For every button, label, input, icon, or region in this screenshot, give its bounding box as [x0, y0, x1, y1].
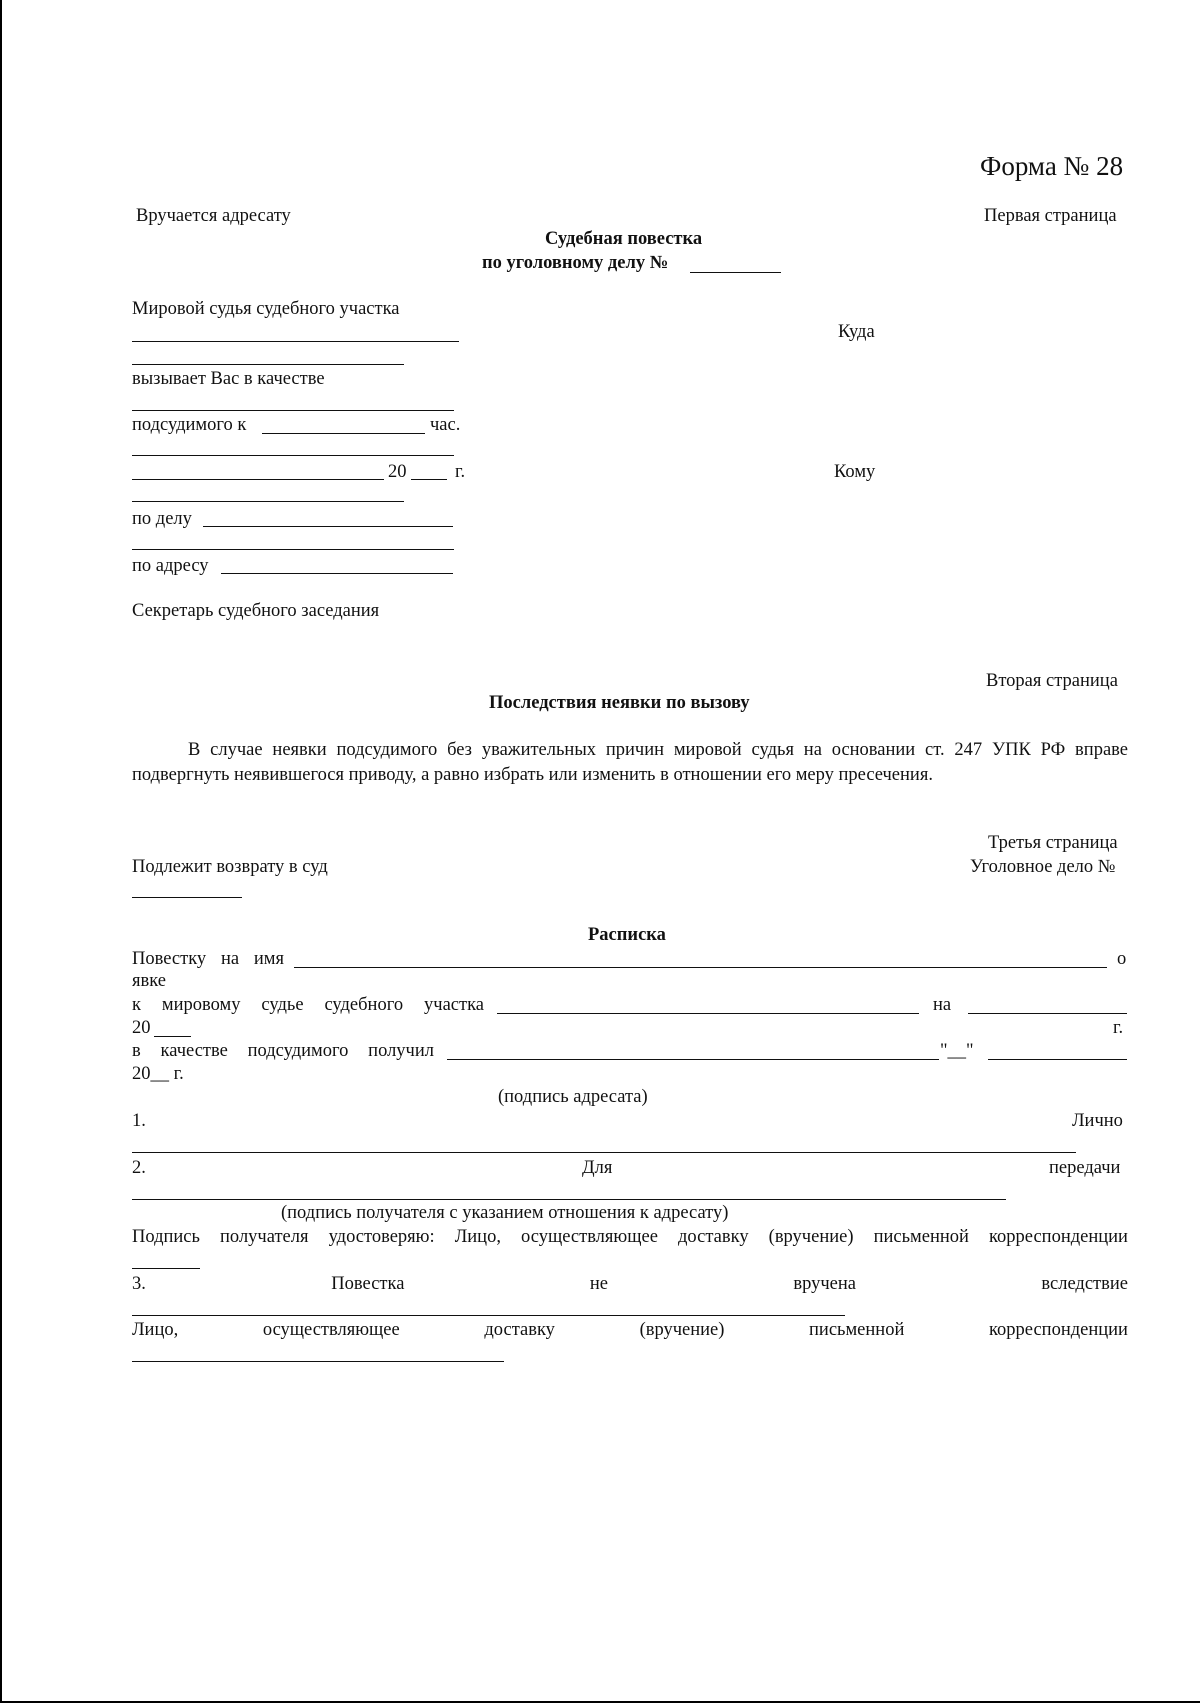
first-page-label: Первая страница	[984, 206, 1117, 226]
word: к	[132, 995, 141, 1015]
word: Лицо,	[454, 1227, 501, 1247]
receiver-signature-caption: (подпись получателя с указанием отношения к адресату)	[281, 1203, 729, 1223]
receipt-line2: явке	[132, 971, 166, 991]
not-delivered-reason-field[interactable]	[132, 1315, 845, 1316]
address-field[interactable]	[221, 573, 453, 574]
secretary-label: Секретарь судебного заседания	[132, 601, 380, 621]
word: не	[589, 1274, 608, 1294]
summons-subtitle: по уголовному делу №	[482, 253, 669, 273]
word: подсудимого	[247, 1041, 349, 1061]
word: судье	[261, 995, 304, 1015]
certify-line	[132, 1226, 1128, 1248]
received-signature-field[interactable]	[447, 1059, 939, 1060]
where-label: Куда	[838, 322, 875, 342]
form-number: Форма № 28	[980, 151, 1124, 181]
capacity-field[interactable]	[132, 410, 454, 411]
word: имя	[253, 949, 284, 969]
second-page-label: Вторая страница	[986, 671, 1118, 691]
person-line	[132, 1319, 1128, 1341]
receipt-line6: 20__ г.	[132, 1064, 184, 1084]
receipt-line3-na: на	[933, 995, 952, 1015]
word: осуществляющее	[521, 1227, 658, 1247]
word: Лицо,	[132, 1320, 179, 1340]
defendant-prefix: подсудимого к	[132, 415, 247, 435]
word: корреспонденции	[988, 1320, 1128, 1340]
item1-personally: Лично	[1072, 1111, 1123, 1131]
receipt-line5-words	[132, 1040, 434, 1062]
receipt-line4-start: 20	[132, 1018, 151, 1038]
word: вследствие	[1041, 1274, 1128, 1294]
date-field-3[interactable]	[132, 501, 404, 502]
item3-line	[132, 1273, 1128, 1295]
word: доставку	[678, 1227, 749, 1247]
case-number-field[interactable]	[690, 272, 781, 273]
year-prefix: 20	[388, 462, 407, 482]
word: в	[132, 1041, 141, 1061]
delivered-to-label: Вручается адресату	[136, 206, 291, 226]
calls-line: вызывает Вас в качестве	[132, 369, 325, 389]
word: письменной	[809, 1320, 905, 1340]
address-label: по адресу	[132, 556, 209, 576]
year-field[interactable]	[411, 479, 447, 480]
criminal-case-number: Уголовное дело №	[970, 857, 1116, 877]
date-field-2[interactable]	[132, 479, 384, 480]
word: письменной	[873, 1227, 969, 1247]
scan-left-edge	[0, 0, 2, 1703]
case-field-2[interactable]	[132, 549, 454, 550]
addressee-name-field[interactable]	[294, 967, 1107, 968]
case-label: по делу	[132, 509, 192, 529]
consequences-title: Последствия неявки по вызову	[489, 693, 750, 713]
receipt-line3-words	[132, 994, 484, 1016]
return-field[interactable]	[132, 897, 242, 898]
item2-signature-field[interactable]	[132, 1199, 1006, 1200]
word: мировому	[161, 995, 241, 1015]
appearance-date-field[interactable]	[968, 1013, 1127, 1014]
item2-transfer: передачи	[1049, 1158, 1121, 1178]
return-to-court-label: Подлежит возврату в суд	[132, 857, 328, 877]
word: корреспонденции	[988, 1227, 1128, 1247]
addressee-signature-caption: (подпись адресата)	[498, 1087, 648, 1107]
word: Повестку	[132, 949, 207, 969]
word: Повестка	[331, 1274, 405, 1294]
receipt-line5-quote: "__"	[940, 1041, 974, 1061]
judge-field-2[interactable]	[132, 364, 404, 365]
whom-label: Кому	[834, 462, 876, 482]
word: доставку	[484, 1320, 555, 1340]
received-date-field[interactable]	[988, 1059, 1127, 1060]
certify-signature-field[interactable]	[132, 1268, 200, 1269]
year-suffix: г.	[455, 462, 466, 482]
item1-signature-field[interactable]	[132, 1152, 1076, 1153]
receipt-line4-end: г.	[1113, 1018, 1124, 1038]
word: 3.	[132, 1274, 146, 1294]
item2-for: Для	[582, 1158, 613, 1178]
consequences-paragraph: В случае неявки подсудимого без уважительных причин мировой судья на основании ст. 247 УПК РФ вправе подвергнуть неявившегося приводу, а равно избрать или изменить в отношении его меру пресечения.	[132, 740, 1128, 785]
date-field-1[interactable]	[132, 455, 454, 456]
courier-signature-field[interactable]	[132, 1361, 504, 1362]
word: (вручение)	[768, 1227, 854, 1247]
item1-number: 1.	[132, 1111, 146, 1131]
word: осуществляющее	[262, 1320, 400, 1340]
third-page-label: Третья страница	[988, 833, 1118, 853]
word: вручена	[793, 1274, 856, 1294]
court-section-field[interactable]	[497, 1013, 919, 1014]
receipt-title: Расписка	[588, 925, 666, 945]
receipt-line1-words	[132, 948, 284, 970]
case-field[interactable]	[203, 526, 453, 527]
word: получил	[368, 1041, 434, 1061]
word: получателя	[220, 1227, 309, 1247]
judge-field-1[interactable]	[132, 341, 459, 342]
hours-field[interactable]	[262, 433, 425, 434]
summons-title: Судебная повестка	[545, 229, 703, 249]
word: на	[220, 949, 240, 969]
word: участка	[424, 995, 484, 1015]
item2-number: 2.	[132, 1158, 146, 1178]
word: (вручение)	[639, 1320, 725, 1340]
hours-label: час.	[430, 415, 461, 435]
judge-line: Мировой судья судебного участка	[132, 299, 400, 319]
word: качестве	[160, 1041, 228, 1061]
receipt-year-field[interactable]	[154, 1036, 191, 1037]
word: судебного	[324, 995, 404, 1015]
word: удостоверяю:	[328, 1227, 435, 1247]
word: Подпись	[132, 1227, 200, 1247]
receipt-line1-end: о	[1117, 949, 1127, 969]
